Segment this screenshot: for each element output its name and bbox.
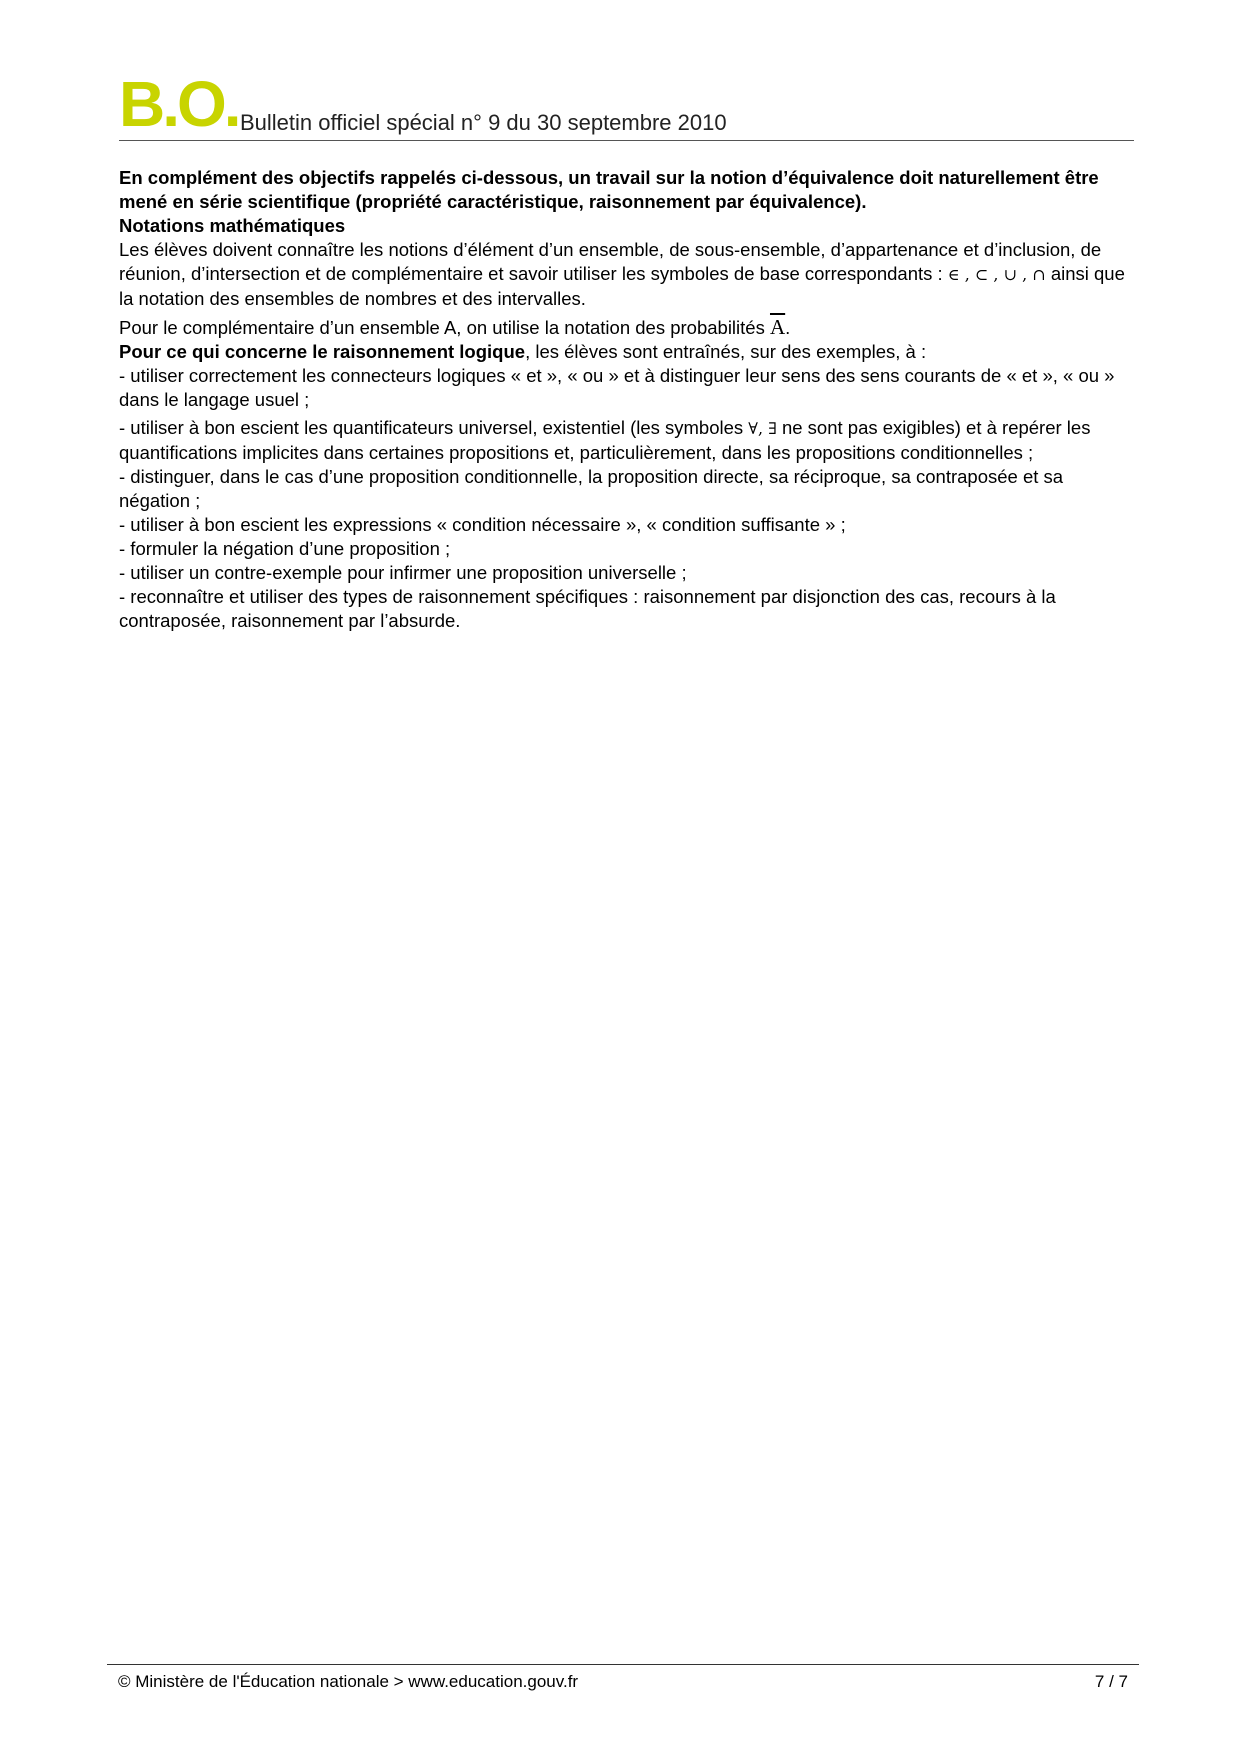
list-item: - reconnaître et utiliser des types de raisonnement spécifiques : raisonnement par disjonction des cas, recours à la contraposée, raisonnement par l’absurde. — [119, 586, 1056, 631]
item2-end: ne sont pas exigibles) et à repérer les quantifications implicites dans certaines propositions et, particulièrement, dans les propositions conditionnelles ; — [119, 417, 1091, 463]
item2-start: - utiliser à bon escient les quantificateurs universel, existentiel (les symboles — [119, 417, 744, 438]
bo-logo: B.O. — [119, 68, 239, 140]
intro-paragraph: En complément des objectifs rappelés ci-dessous, un travail sur la notion d’équivalence doit naturellement être mené en série scientifique (propriété caractéristique, raisonnement par équivalence). — [119, 167, 1099, 212]
logic-text: , les élèves sont entraînés, sur des exemples, à : — [525, 341, 927, 362]
bulletin-title: Bulletin officiel spécial n° 9 du 30 septembre 2010 — [240, 110, 727, 135]
set-symbols: ∈ , ⊂ , ∪ , ∩ — [947, 265, 1046, 284]
complement-text: Pour le complémentaire d’un ensemble A, on utilise la notation des probabilités — [119, 317, 765, 338]
document-body — [119, 166, 1129, 633]
page-footer — [107, 1664, 1139, 1691]
section-title: Notations mathématiques — [119, 215, 346, 236]
list-item — [119, 416, 1129, 465]
logic-paragraph — [119, 340, 1129, 364]
notation-text: Les élèves doivent connaître les notions d’élément d’un ensemble, de sous-ensemble, d’appartenance et d’inclusion, de réunion, d’intersection et de complémentaire et savoir utiliser les symboles de base correspondants : — [119, 239, 1102, 284]
list-item: - distinguer, dans le cas d’une proposition conditionnelle, la proposition directe, sa réciproque, sa contraposée et sa négation ; — [119, 466, 1064, 511]
list-item: - utiliser un contre-exemple pour infirmer une proposition universelle ; — [119, 562, 687, 583]
page-number: 7 / 7 — [1094, 1672, 1128, 1691]
notation-paragraph — [119, 238, 1129, 311]
list-item: - formuler la négation d’une proposition ; — [119, 538, 451, 559]
notation-text-end: ainsi que la notation des ensembles de nombres et des intervalles. — [119, 263, 1125, 309]
copyright-link[interactable]: © Ministère de l'Éducation nationale > www.education.gouv.fr — [118, 1672, 579, 1691]
page-header — [119, 68, 1134, 141]
complement-end: . — [785, 317, 791, 338]
complement-symbol: $\overline{A}$ — [769, 315, 786, 339]
list-item: - utiliser correctement les connecteurs logiques « et », « ou » et à distinguer leur sens des sens courants de « et », « ou » dans le langage usuel ; — [119, 365, 1115, 410]
complement-paragraph — [119, 315, 1129, 340]
quantifier-symbols: ∀, ∃ — [748, 419, 777, 438]
list-item: - utiliser à bon escient les expressions « condition nécessaire », « condition suffisante » ; — [119, 514, 846, 535]
logic-heading: Pour ce qui concerne le raisonnement logique — [119, 341, 526, 362]
